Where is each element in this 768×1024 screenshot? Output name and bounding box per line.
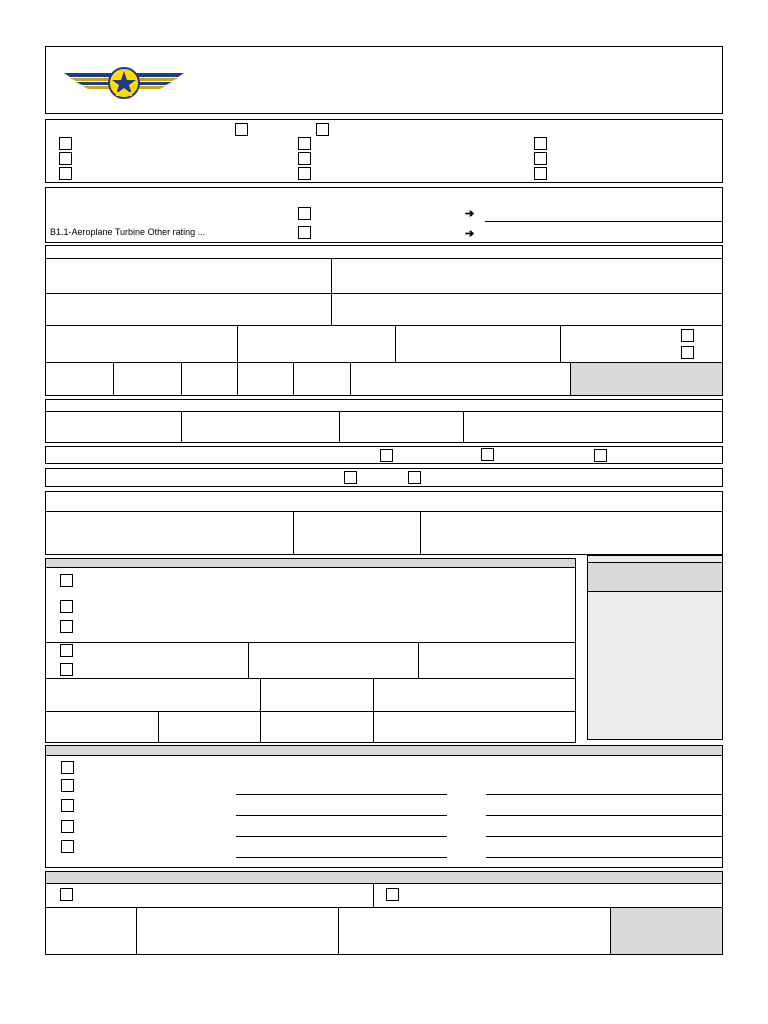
checkbox[interactable] (681, 329, 694, 342)
checkbox[interactable] (344, 471, 357, 484)
col-divider (293, 362, 294, 396)
attachments-section (45, 745, 723, 868)
col-divider (331, 258, 332, 325)
checkbox[interactable] (298, 207, 311, 220)
input-line[interactable] (486, 794, 722, 795)
rating-input-line[interactable] (485, 221, 722, 222)
stamp-cell (611, 908, 722, 954)
col-divider (181, 411, 182, 443)
checkbox[interactable] (298, 167, 311, 180)
checkbox[interactable] (681, 346, 694, 359)
input-line[interactable] (236, 857, 447, 858)
input-line[interactable] (486, 857, 722, 858)
col-divider (158, 711, 159, 743)
checkbox[interactable] (380, 449, 393, 462)
col-divider (181, 362, 182, 396)
checkbox[interactable] (298, 137, 311, 150)
checkbox[interactable] (59, 167, 72, 180)
input-line[interactable] (486, 836, 722, 837)
row-divider (45, 511, 723, 512)
row-divider (45, 711, 576, 712)
details-header-bar (46, 559, 575, 568)
checkbox[interactable] (59, 152, 72, 165)
row-divider (45, 411, 723, 412)
checkbox[interactable] (60, 620, 73, 633)
checkbox[interactable] (61, 799, 74, 812)
yes-no-section (45, 468, 723, 487)
checkbox[interactable] (60, 600, 73, 613)
checkbox[interactable] (481, 448, 494, 461)
attachments-header-bar (46, 746, 722, 756)
col-divider (248, 642, 249, 678)
checkbox[interactable] (386, 888, 399, 901)
checkbox[interactable] (408, 471, 421, 484)
checkbox[interactable] (60, 663, 73, 676)
col-divider (418, 642, 419, 678)
header-box (45, 46, 723, 114)
details-section (45, 558, 576, 743)
checkbox[interactable] (298, 152, 311, 165)
checkbox[interactable] (316, 123, 329, 136)
col-divider (350, 362, 351, 396)
row-divider (45, 293, 723, 294)
col-divider (136, 907, 137, 955)
checkbox[interactable] (534, 137, 547, 150)
checkbox[interactable] (594, 449, 607, 462)
col-divider (113, 362, 114, 396)
checkbox[interactable] (534, 167, 547, 180)
row-divider (45, 678, 576, 679)
col-divider (373, 884, 374, 907)
checkbox[interactable] (61, 761, 74, 774)
signature-header-bar (46, 872, 722, 884)
col-divider (338, 907, 339, 955)
checkbox[interactable] (61, 779, 74, 792)
rating-label: B1.1-Aeroplane Turbine Other rating ... (50, 227, 206, 237)
checkbox[interactable] (60, 888, 73, 901)
checkbox[interactable] (534, 152, 547, 165)
info-section-b (45, 491, 723, 555)
col-divider (560, 325, 561, 362)
checkbox[interactable] (59, 137, 72, 150)
checkbox[interactable] (298, 226, 311, 239)
input-line[interactable] (236, 815, 447, 816)
col-divider (339, 411, 340, 443)
photo-panel-header (588, 562, 722, 592)
checkbox[interactable] (60, 574, 73, 587)
checkbox[interactable] (61, 840, 74, 853)
col-divider (395, 325, 396, 362)
col-divider (237, 325, 238, 396)
checkbox[interactable] (61, 820, 74, 833)
row-divider (45, 258, 723, 259)
input-line[interactable] (236, 836, 447, 837)
row-divider (45, 642, 576, 643)
col-divider (420, 511, 421, 555)
authority-emblem-logo (62, 63, 186, 103)
input-line[interactable] (236, 794, 447, 795)
arrow-right-icon: ➔ (465, 208, 475, 220)
arrow-right-icon: ➔ (465, 228, 475, 240)
row-divider (45, 325, 723, 326)
checkbox[interactable] (235, 123, 248, 136)
col-divider (463, 411, 464, 443)
shaded-cell (570, 363, 722, 395)
col-divider (293, 511, 294, 555)
info-section-a (45, 399, 723, 443)
category-checkbox-section (45, 119, 723, 183)
checkbox[interactable] (60, 644, 73, 657)
input-line[interactable] (486, 815, 722, 816)
